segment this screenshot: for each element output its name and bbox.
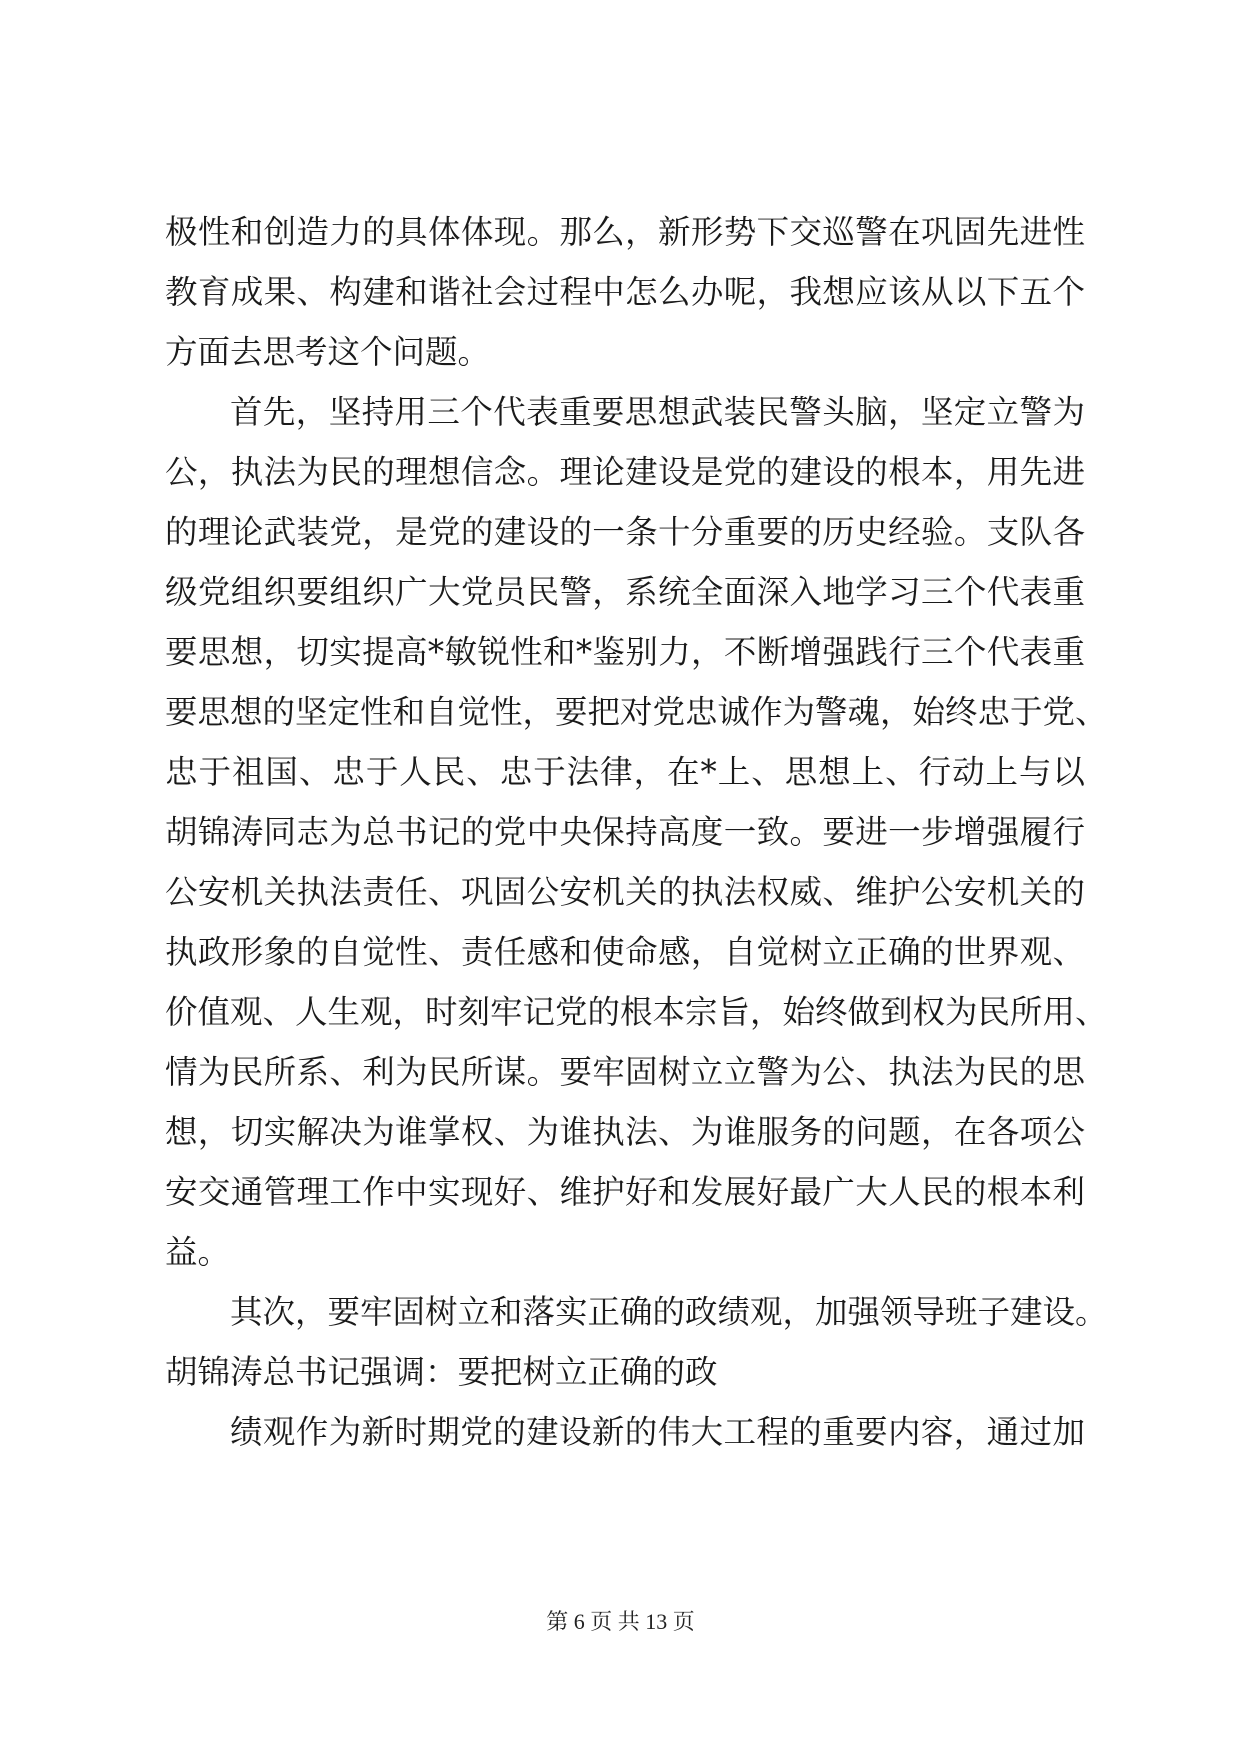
text-line: 执政形象的自觉性、责任感和使命感，自觉树立正确的世界观、 xyxy=(165,933,1085,971)
text-line: 公，执法为民的理想信念。理论建设是党的建设的根本，用先进 xyxy=(165,453,1085,491)
text-line: 想，切实解决为谁掌权、为谁执法、为谁服务的问题，在各项公 xyxy=(165,1113,1085,1151)
text-line: 胡锦涛同志为总书记的党中央保持高度一致。要进一步增强履行 xyxy=(165,813,1085,851)
text-line: 要思想的坚定性和自觉性，要把对党忠诚作为警魂，始终忠于党、 xyxy=(165,693,1108,731)
paragraph-first-line: 绩观作为新时期党的建设新的伟大工程的重要内容，通过加 xyxy=(230,1413,1085,1451)
text-line: 胡锦涛总书记强调：要把树立正确的政 xyxy=(165,1353,718,1391)
text-line: 忠于祖国、忠于人民、忠于法律，在*上、思想上、行动上与以 xyxy=(165,753,1085,791)
text-line: 安交通管理工作中实现好、维护好和发展好最广大人民的根本利 xyxy=(165,1173,1085,1211)
page-number-footer: 第 6 页 共 13 页 xyxy=(546,1609,695,1634)
text-line: 教育成果、构建和谐社会过程中怎么办呢，我想应该从以下五个 xyxy=(165,273,1085,311)
paragraph-first-line: 首先，坚持用三个代表重要思想武装民警头脑，坚定立警为 xyxy=(230,393,1085,431)
text-line: 要思想，切实提高*敏锐性和*鉴别力，不断增强践行三个代表重 xyxy=(165,633,1085,671)
text-line: 级党组织要组织广大党员民警，系统全面深入地学习三个代表重 xyxy=(165,573,1085,611)
text-line: 方面去思考这个问题。 xyxy=(165,333,491,371)
text-line: 价值观、人生观，时刻牢记党的根本宗旨，始终做到权为民所用、 xyxy=(165,993,1108,1031)
text-line: 情为民所系、利为民所谋。要牢固树立立警为公、执法为民的思 xyxy=(165,1053,1085,1091)
paragraph-first-line: 其次，要牢固树立和落实正确的政绩观，加强领导班子建设。 xyxy=(230,1293,1108,1331)
text-line: 的理论武装党，是党的建设的一条十分重要的历史经验。支队各 xyxy=(165,513,1085,551)
text-line: 益。 xyxy=(165,1233,231,1271)
text-line: 极性和创造力的具体体现。那么，新形势下交巡警在巩固先进性 xyxy=(165,213,1085,251)
text-line: 公安机关执法责任、巩固公安机关的执法权威、维护公安机关的 xyxy=(165,873,1085,911)
